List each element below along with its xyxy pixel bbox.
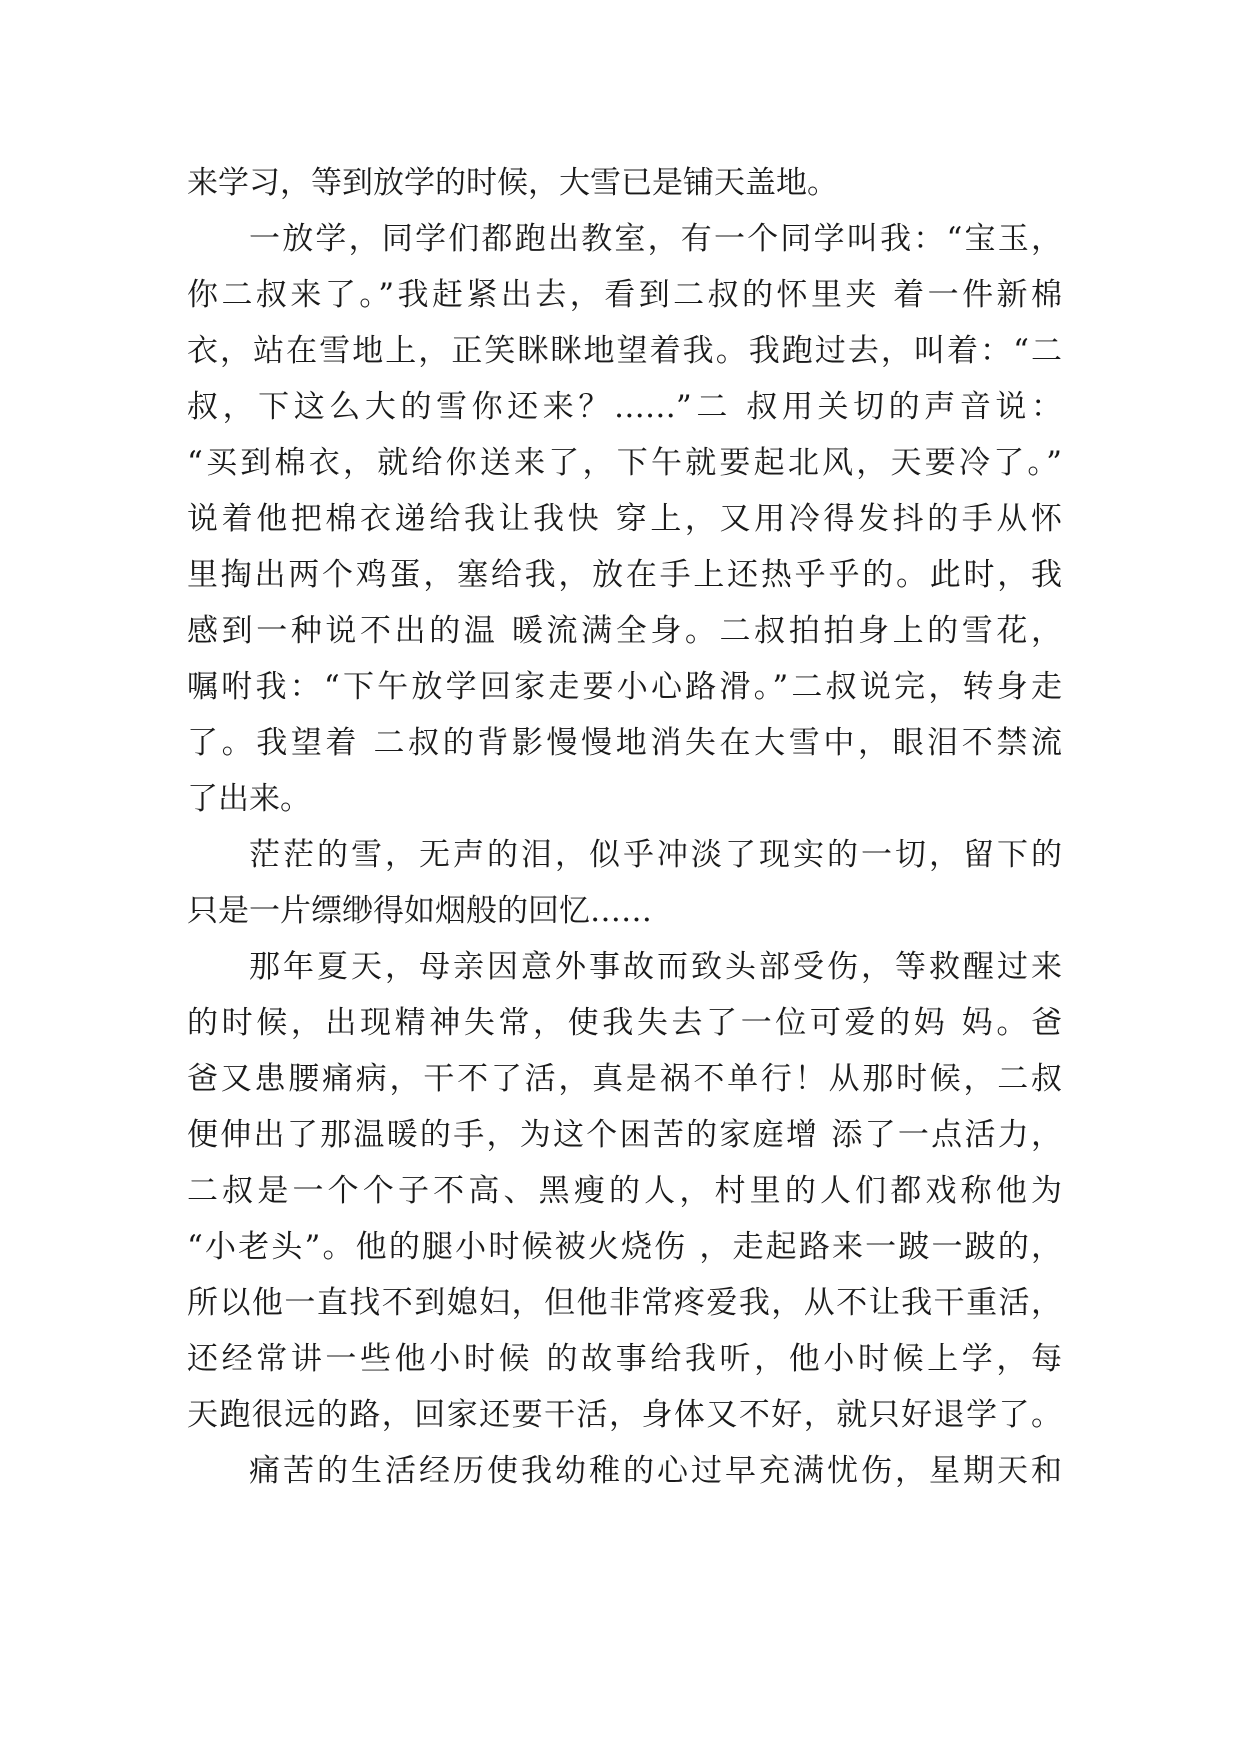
text-line: 你二叔来了。”我赶紧出去，看到二叔的怀里夹 着一件新棉 (187, 277, 1062, 313)
text-line: 二叔是一个个子不高、黑瘦的人，村里的人们都戏称他为 (187, 1173, 1062, 1209)
text-line: 里掏出两个鸡蛋，塞给我，放在手上还热乎乎的。此时，我 (187, 557, 1062, 593)
text-line: 所以他一直找不到媳妇，但他非常疼爱我，从不让我干重活， (187, 1285, 1062, 1321)
text-line: “小老头”。他的腿小时候被火烧伤 ，走起路来一跛一跛的， (187, 1229, 1062, 1265)
text-line: 衣，站在雪地上，正笑眯眯地望着我。我跑过去，叫着：“二 (187, 333, 1062, 369)
text-line: 的时候，出现精神失常，使我失去了一位可爱的妈 妈。爸 (187, 1005, 1062, 1041)
text-line: 茫茫的雪，无声的泪，似乎冲淡了现实的一切，留下的 (249, 837, 1062, 873)
text-line: 爸又患腰痛病，干不了活，真是祸不单行！从那时候，二叔 (187, 1061, 1062, 1097)
text-line: 痛苦的生活经历使我幼稚的心过早充满忧伤，星期天和 (249, 1453, 1062, 1489)
document-body (187, 155, 1062, 1499)
text-line: 了。我望着 二叔的背影慢慢地消失在大雪中，眼泪不禁流 (187, 725, 1062, 761)
text-line: 天跑很远的路，回家还要干活，身体又不好，就只好退学了。 (187, 1397, 1062, 1433)
text-line: 那年夏天，母亲因意外事故而致头部受伤，等救醒过来 (249, 949, 1062, 985)
text-line: 了出来。 (187, 781, 311, 817)
text-line: 一放学，同学们都跑出教室，有一个同学叫我：“宝玉， (249, 221, 1062, 257)
text-line: 只是一片缥缈得如烟般的回忆…… (187, 893, 652, 929)
text-line: 感到一种说不出的温 暖流满全身。二叔拍拍身上的雪花， (187, 613, 1062, 649)
text-line: 还经常讲一些他小时候 的故事给我听，他小时候上学，每 (187, 1341, 1062, 1377)
text-line: 嘱咐我：“下午放学回家走要小心路滑。”二叔说完，转身走 (187, 669, 1062, 705)
text-line: 来学习，等到放学的时候，大雪已是铺天盖地。 (187, 165, 838, 201)
text-line: “买到棉衣，就给你送来了，下午就要起北风，天要冷了。” (187, 445, 1062, 481)
text-line: 说着他把棉衣递给我让我快 穿上，又用冷得发抖的手从怀 (187, 501, 1062, 537)
text-line: 叔，下这么大的雪你还来？……”二 叔用关切的声音说： (187, 389, 1062, 425)
text-line: 便伸出了那温暖的手，为这个困苦的家庭增 添了一点活力， (187, 1117, 1062, 1153)
